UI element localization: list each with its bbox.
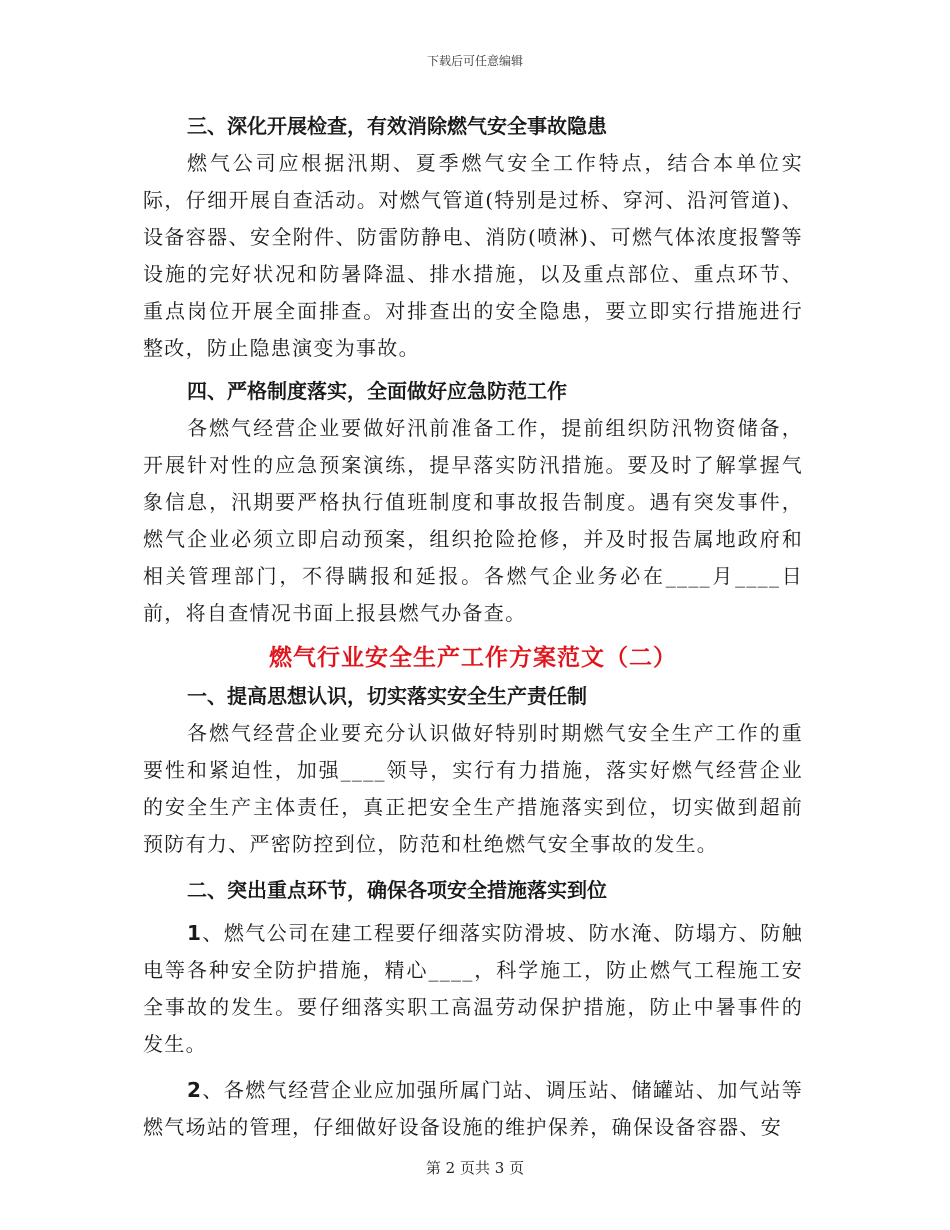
- list-item-1: [143, 915, 803, 1063]
- section-heading-1: 一、提高思想认识，切实落实安全生产责任制: [187, 684, 587, 708]
- section-paragraph-3: 燃气公司应根据汛期、夏季燃气安全工作特点，结合本单位实际，仔细开展自查活动。对燃气管道(特别是过桥、穿河、沿河管道)、设备容器、安全附件、防雷防静电、消防(喷淋)、可燃气体浓度报警等设施的完好状况和防暑降温、排水措施，以及重点部位、重点环节、重点岗位开展全面排查。对排查出的安全隐患，要立即实行措施进行整改，防止隐患演变为事故。: [143, 151, 803, 360]
- section-heading-3: 三、深化开展检查，有效消除燃气安全事故隐患: [187, 114, 607, 138]
- list-item-number: 2: [187, 1078, 203, 1102]
- section-heading-2: 二、突出重点环节，确保各项安全措施落实到位: [187, 878, 607, 902]
- section-heading-4: 四、严格制度落实，全面做好应急防范工作: [187, 379, 567, 403]
- list-item-2: [143, 1072, 803, 1146]
- document-body: [143, 108, 803, 1146]
- list-item-text: 、各燃气经营企业应加强所属门站、调压站、储罐站、加气站等燃气场站的管理，仔细做好设备设施的维护保养，确保设备容器、安: [143, 1078, 803, 1139]
- document-title: 燃气行业安全生产工作方案范文（二）: [269, 645, 677, 671]
- page-header: 下载后可任意编辑: [426, 54, 523, 68]
- section-paragraph-1: 各燃气经营企业要充分认识做好特别时期燃气安全生产工作的重要性和紧迫性，加强____领导，实行有力措施，落实好燃气经营企业的安全生产主体责任，真正把安全生产措施落实到位，切实做到超前预防有力、严密防控到位，防范和杜绝燃气安全事故的发生。: [143, 721, 803, 856]
- section-paragraph-4: 各燃气经营企业要做好汛前准备工作，提前组织防汛物资储备，开展针对性的应急预案演练，提早落实防汛措施。要及时了解掌握气象信息，汛期要严格执行值班制度和事故报告制度。遇有突发事件，燃气企业必须立即启动预案，组织抢险抢修，并及时报告属地政府和相关管理部门，不得瞒报和延报。各燃气企业务必在____月____日前，将自查情况书面上报县燃气办备查。: [143, 416, 803, 625]
- page-footer: 第 2 页共 3 页: [425, 1159, 525, 1177]
- list-item-text: 、燃气公司在建工程要仔细落实防滑坡、防水淹、防塌方、防触电等各种安全防护措施，精心____，科学施工，防止燃气工程施工安全事故的发生。要仔细落实职工高温劳动保护措施，防止中暑事件的发生。: [143, 921, 803, 1056]
- list-item-number: 1: [187, 921, 203, 945]
